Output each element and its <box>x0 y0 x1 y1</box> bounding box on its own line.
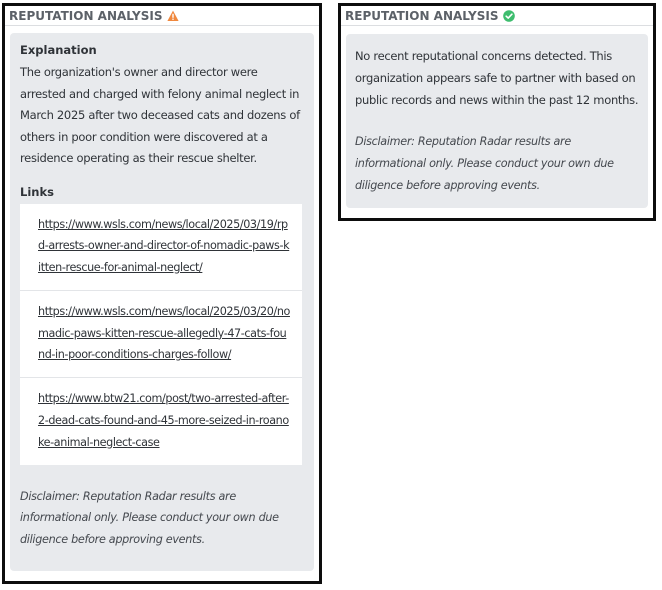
panel-title: REPUTATION ANALYSIS <box>9 8 163 23</box>
link-item <box>20 378 302 464</box>
links-list <box>20 204 302 465</box>
analysis-card <box>10 33 314 571</box>
links-heading: Links <box>20 184 54 199</box>
disclaimer-text: Disclaimer: Reputation Radar results are informational only. Please conduct your own due diligence before approving events. <box>355 135 614 192</box>
status-message: No recent reputational concerns detected. This organization appears safe to partner with based on public records and news within the past 12 months. <box>355 49 639 107</box>
link-item <box>20 291 302 378</box>
panel-title: REPUTATION ANALYSIS <box>345 8 499 23</box>
news-link-1[interactable]: https://www.wsls.com/news/local/2025/03/19/rpd-arrests-owner-and-director-of-nomadic-paws-kitten-rescue-for-animal-neglect/ <box>38 217 290 275</box>
reputation-analysis-panel-warning <box>2 3 322 584</box>
disclaimer-text: Disclaimer: Reputation Radar results are informational only. Please conduct your own due diligence before approving events. <box>20 489 279 547</box>
analysis-card <box>346 34 648 208</box>
link-item <box>20 204 302 291</box>
news-link-2[interactable]: https://www.wsls.com/news/local/2025/03/20/nomadic-paws-kitten-rescue-allegedly-47-cats-found-in-poor-conditions-charges-follow/ <box>38 304 290 362</box>
reputation-analysis-panel-ok <box>338 3 656 221</box>
panel-header <box>341 6 653 26</box>
news-link-3[interactable]: https://www.btw21.com/post/two-arrested-after-2-dead-cats-found-and-45-more-seized-in-roanoke-animal-neglect-case <box>38 392 289 449</box>
warning-triangle-icon <box>167 10 179 22</box>
explanation-heading: Explanation <box>20 43 97 57</box>
panel-header <box>5 6 319 26</box>
explanation-text: The organization's owner and director were arrested and charged with felony animal neglect in March 2025 after two deceased cats and dozens of others in poor condition were discovered at a residence operating as their rescue shelter. <box>20 65 300 165</box>
check-circle-icon <box>503 10 515 22</box>
